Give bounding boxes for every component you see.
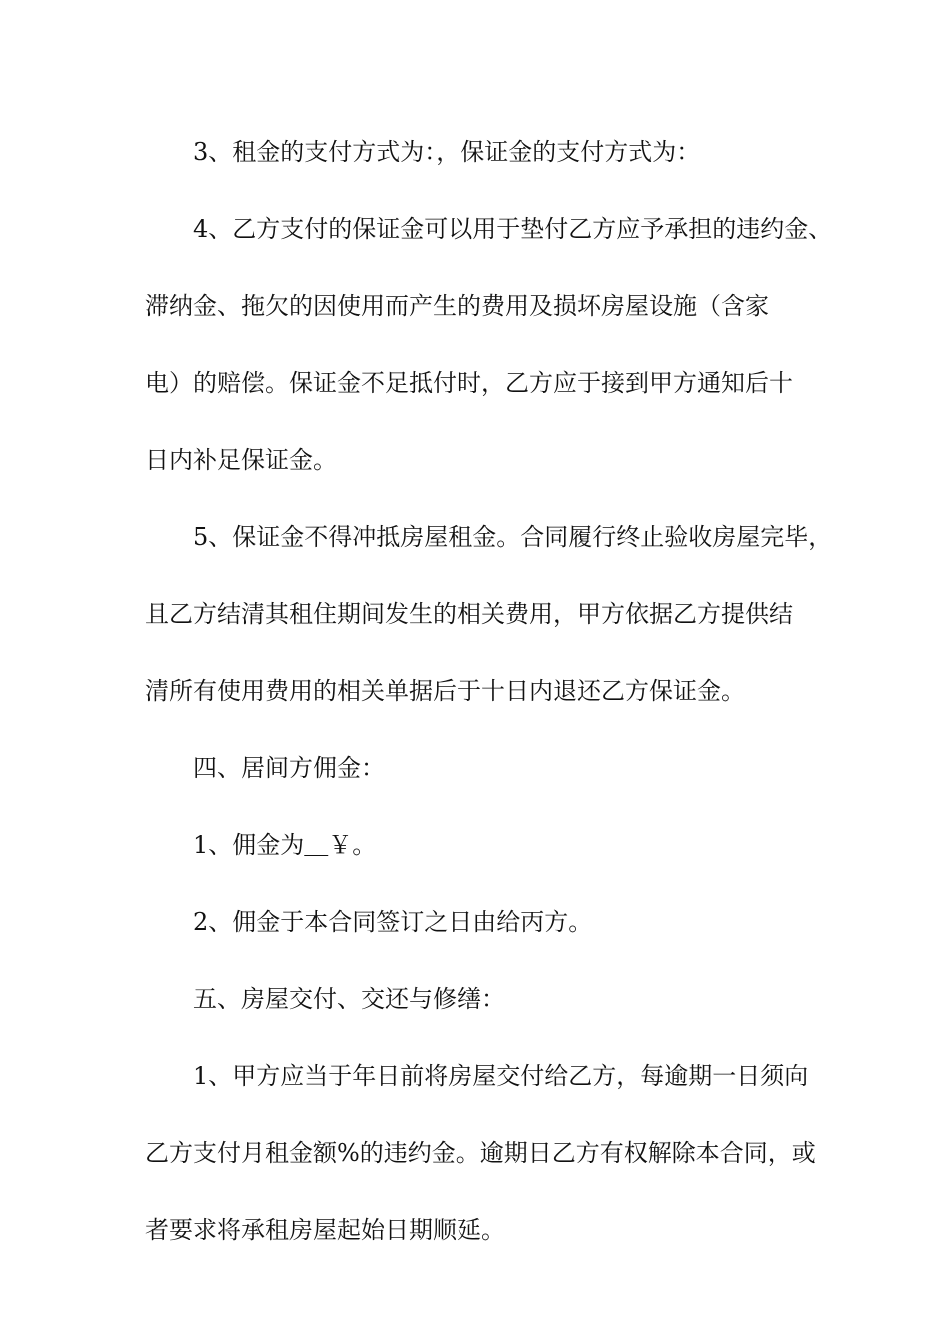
paragraph-commission-amount — [145, 807, 825, 884]
text-line: 3、租金的支付方式为：，保证金的支付方式为： — [193, 138, 701, 166]
paragraph-commission-payment — [145, 884, 825, 961]
text-line: 4、乙方支付的保证金可以用于垫付乙方应予承担的违约金、 — [193, 215, 833, 243]
text-line: 5、保证金不得冲抵房屋租金。合同履行终止验收房屋完毕， — [193, 523, 833, 551]
text-line: 电）的赔偿。保证金不足抵付时，乙方应于接到甲方通知后十 — [145, 369, 793, 397]
text-line: 乙方支付月租金额%的违约金。逾期日乙方有权解除本合同，或 — [145, 1139, 816, 1167]
text-line: 者要求将承租房屋起始日期顺延。 — [145, 1216, 505, 1244]
text-line: 2、佣金于本合同签订之日由给丙方。 — [193, 908, 593, 936]
text-line: 1、甲方应当于年日前将房屋交付给乙方，每逾期一日须向 — [193, 1062, 809, 1090]
paragraph-deposit-usage — [145, 191, 833, 499]
text-line: 四、居间方佣金： — [193, 754, 385, 782]
text-line: 清所有使用费用的相关单据后于十日内退还乙方保证金。 — [145, 677, 745, 705]
paragraph-deposit-refund — [145, 499, 833, 730]
text-line: 五、房屋交付、交还与修缮： — [193, 985, 505, 1013]
section-heading-delivery — [145, 961, 825, 1038]
section-heading-commission — [145, 730, 825, 807]
text-line: 1、佣金为＿￥。 — [193, 831, 377, 859]
paragraph-delivery-terms — [145, 1038, 825, 1269]
text-line: 且乙方结清其租住期间发生的相关费用，甲方依据乙方提供结 — [145, 600, 793, 628]
text-line: 日内补足保证金。 — [145, 446, 337, 474]
text-line: 滞纳金、拖欠的因使用而产生的费用及损坏房屋设施（含家 — [145, 292, 769, 320]
paragraph-rent-payment-method — [145, 114, 825, 191]
